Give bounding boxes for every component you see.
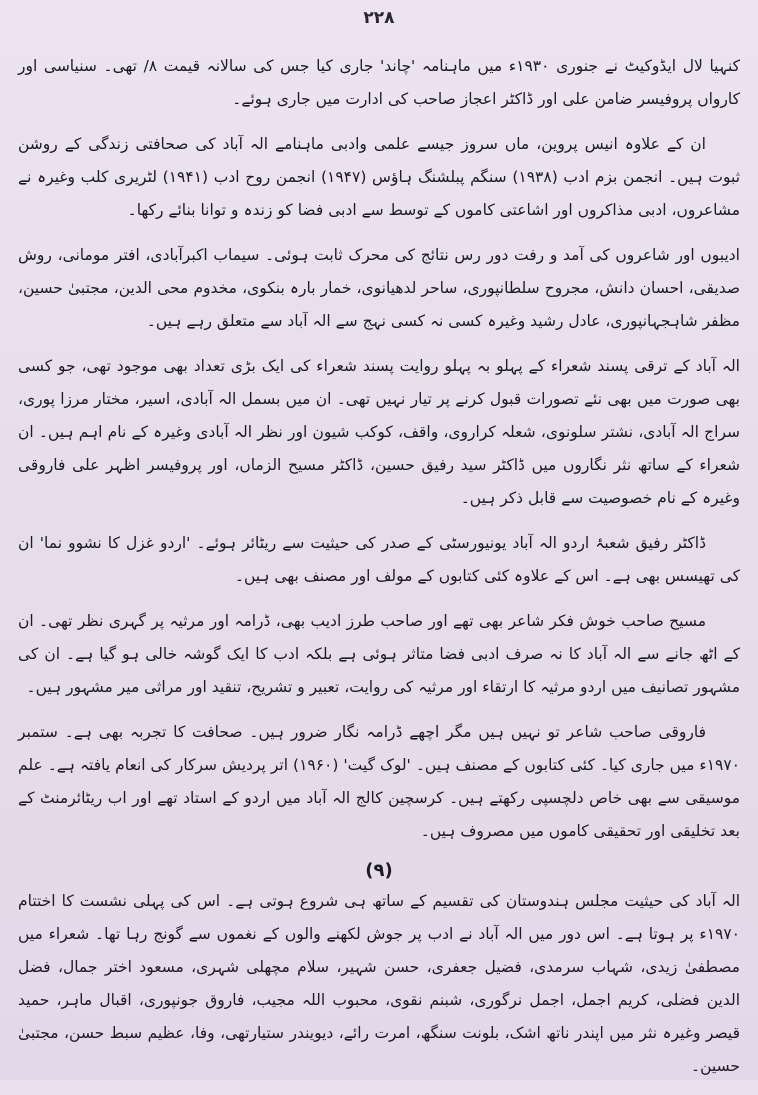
paragraph: کنہیا لال ایڈوکیٹ نے جنوری ۱۹۳۰ء میں ماہنامہ 'چاند' جاری کیا جس کی سالانہ قیمت ۸/ تھی۔ سنیاسی اور کارواں پروفیسر ضامن علی اور ڈاکٹر اعجاز صاحب کی ادارت میں جاری ہوئے۔ <box>18 57 740 108</box>
section-number: (۹) <box>365 860 393 881</box>
paragraph: ڈاکٹر رفیق شعبۂ اردو الہ آباد یونیورسٹی کے صدر کی حیثیت سے ریٹائر ہوئے۔ 'اردو غزل کا نشوو نما' ان کی تھیسس بھی ہے۔ اس کے علاوہ کئی کتابوں کے مولف اور مصنف بھی ہیں۔ <box>18 534 740 585</box>
page-number: ۲۲۸ <box>363 8 395 28</box>
paragraph: ان کے علاوہ انیس پروین، ماں سروز جیسے علمی وادبی ماہنامے الہ آباد کی صحافتی زندگی کے روشن ثبوت ہیں۔ انجمن بزم ادب (۱۹۳۸) سنگم پبلشنگ ہاؤس (۱۹۴۷) انجمن روح ادب (۱۹۴۱) لٹریری کلب وغیرہ نے مشاعروں، ادبی مذاکروں اور اشاعتی کاموں کے توسط سے ادبی فضا کو زندہ و توانا بنائے رکھا۔ <box>18 135 741 219</box>
paragraph: الہ آباد کی حیثیت مجلس ہندوستان کی تقسیم کے ساتھ ہی شروع ہوتی ہے۔ اس کی پہلی نشست کا اختتام ۱۹۷۰ء پر ہوتا ہے۔ اس دور میں الہ آباد نے ادب پر جوش لکھنے والوں کے نغموں سے گونج رہا تھا۔ شعراء میں مصطفیٰ زیدی، شہاب سرمدی، فضیل جعفری، حسن شہیر، سلام مچھلی شہری، مسعود اختر جمال، فضل الدین فضلی، کریم اجمل، اجمل نرگوری، شبنم نقوی، محبوب اللہ مجیب، فاروق جونپوری، اقبال ماہر، حمید قیصر وغیرہ نثر میں اپندر ناتھ اشک، بلونت سنگھ، امرت رائے، دیویندر ستیارتھی، وفا، عظیم سبط حسن، مجتبیٰ حسین۔ <box>18 892 740 1075</box>
paragraph: ادیبوں اور شاعروں کی آمد و رفت دور رس نتائج کی محرک ثابت ہوئی۔ سیماب اکبرآبادی، افتر مومانی، روش صدیقی، احسان دانش، مجروح سلطانپوری، ساحر لدھیانوی، خمار بارہ بنکوی، مخدوم محی الدین، مجتبیٰ حسین، مظفر شاہجہانپوری، عادل رشید وغیرہ کسی نہ کسی نہج سے الہ آباد سے متعلق رہے ہیں۔ <box>18 246 740 330</box>
paragraph: فاروقی صاحب شاعر تو نہیں ہیں مگر اچھے ڈرامہ نگار ضرور ہیں۔ صحافت کا تجربہ بھی ہے۔ ستمبر ۱۹۷۰ء میں جاری کیا۔ کئی کتابوں کے مصنف ہیں۔ 'لوک گیت' (۱۹۶۰) اتر پردیش سرکار کی انعام یافتہ ہے۔ علم موسیقی سے بھی خاص دلچسپی رکھتے ہیں۔ کرسچین کالج الہ آباد میں اردو کے استاد تھے اور اب ریٹائرمنٹ کے بعد تخلیقی اور تحقیقی کاموں میں مصروف ہیں۔ <box>18 723 741 840</box>
paragraph: مسیح صاحب خوش فکر شاعر بھی تھے اور صاحب طرز ادیب بھی، ڈرامہ اور مرثیہ پر گہری نظر تھی۔ ان کے اٹھ جانے سے الہ آباد کا نہ صرف ادبی فضا متاثر ہوئی ہے بلکہ ادب کا ایک گوشہ خالی ہو گیا ہے۔ ان کی مشہور تصانیف میں اردو مرثیہ کا ارتقاء اور مرثیہ کی روایت، تعبیر و تشریح، تنقید اور مراثی میر مشہور ہیں۔ <box>18 612 740 696</box>
body-text <box>18 50 740 1095</box>
paragraph: الہ آباد کے ترقی پسند شعراء کے پہلو بہ پہلو روایت پسند شعراء کی ایک بڑی تعداد بھی موجود تھی، جو کسی بھی صورت میں بھی نئے تصورات قبول کرنے پر تیار نہیں تھی۔ ان میں بسمل الہ آبادی، اسیر، مختار مرزا پوری، سراج الہ آبادی، نشتر سلونوی، شعلہ کراروی، واقف، کوکب شیون اور نظر الہ آبادی وغیرہ کے نام اہم ہیں۔ ان شعراء کے ساتھ نثر نگاروں میں ڈاکٹر سید رفیق حسین، ڈاکٹر مسیح الزماں، اور پروفیسر اظہر علی فاروقی وغیرہ کے نام خصوصیت سے قابل ذکر ہیں۔ <box>18 357 740 507</box>
